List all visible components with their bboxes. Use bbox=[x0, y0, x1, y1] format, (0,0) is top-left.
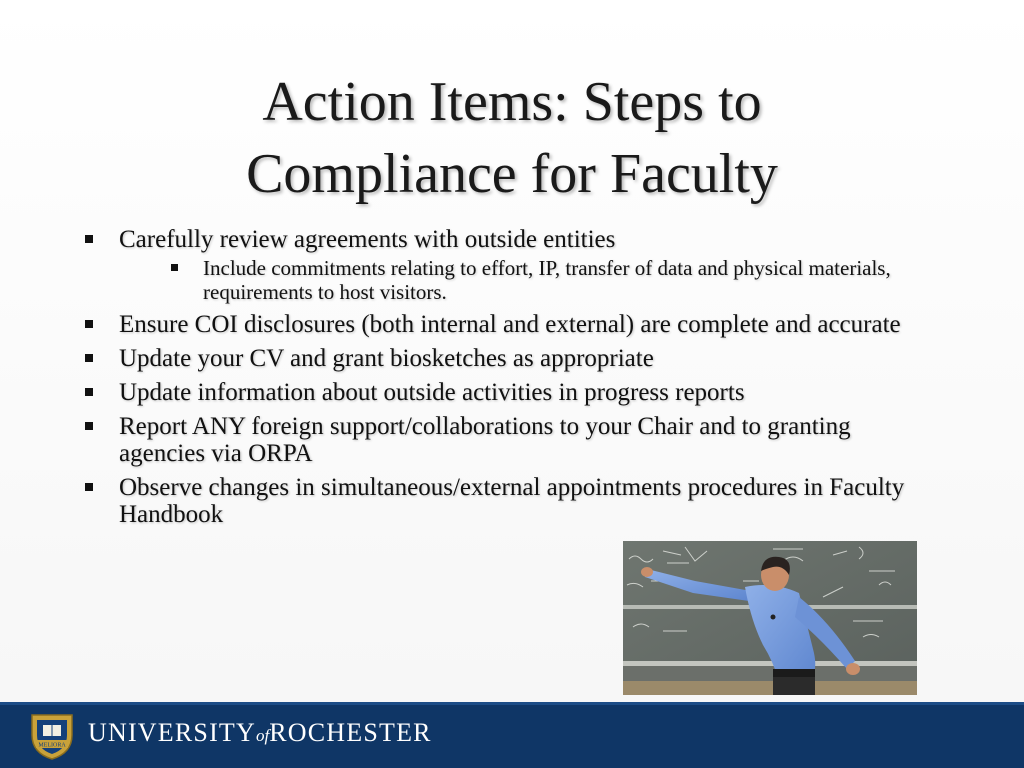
wordmark-rochester: ROCHESTER bbox=[269, 718, 432, 747]
title-line-1: Action Items: Steps to bbox=[262, 71, 762, 133]
bullet-item bbox=[80, 226, 940, 304]
square-bullet-icon bbox=[171, 264, 178, 271]
sub-bullet-item bbox=[119, 256, 940, 304]
bullet-text: Report ANY foreign support/collaborations to your Chair and to granting agencies via ORPA bbox=[119, 413, 851, 467]
lecturer-photo bbox=[623, 541, 917, 695]
bullet-text: Update information about outside activities in progress reports bbox=[119, 379, 745, 406]
square-bullet-icon bbox=[85, 388, 93, 396]
sub-bullet-text: Include commitments relating to effort, IP, transfer of data and physical materials, requirements to host visitors. bbox=[203, 256, 891, 304]
square-bullet-icon bbox=[85, 422, 93, 430]
title-line-2: Compliance for Faculty bbox=[246, 143, 778, 205]
slide-title bbox=[0, 66, 1024, 210]
university-seal-icon bbox=[28, 711, 76, 761]
square-bullet-icon bbox=[85, 320, 93, 328]
square-bullet-icon bbox=[85, 483, 93, 491]
bullet-item bbox=[80, 379, 940, 406]
wordmark-university: UNIVERSITY bbox=[88, 718, 256, 747]
bullet-text: Update your CV and grant biosketches as appropriate bbox=[119, 345, 654, 372]
bullet-list bbox=[80, 226, 940, 535]
bullet-item bbox=[80, 345, 940, 372]
bullet-item bbox=[80, 474, 940, 528]
university-wordmark bbox=[88, 716, 432, 753]
footer-band bbox=[0, 702, 1024, 768]
square-bullet-icon bbox=[85, 354, 93, 362]
wordmark-of: of bbox=[256, 726, 270, 745]
square-bullet-icon bbox=[85, 235, 93, 243]
bullet-text: Ensure COI disclosures (both internal and external) are complete and accurate bbox=[119, 311, 901, 338]
seal-motto: MELIORA bbox=[38, 742, 66, 749]
bullet-text: Observe changes in simultaneous/external appointments procedures in Faculty Handbook bbox=[119, 474, 905, 528]
bullet-item bbox=[80, 413, 940, 467]
bullet-item bbox=[80, 311, 940, 338]
bullet-text: Carefully review agreements with outside entities bbox=[119, 226, 616, 253]
